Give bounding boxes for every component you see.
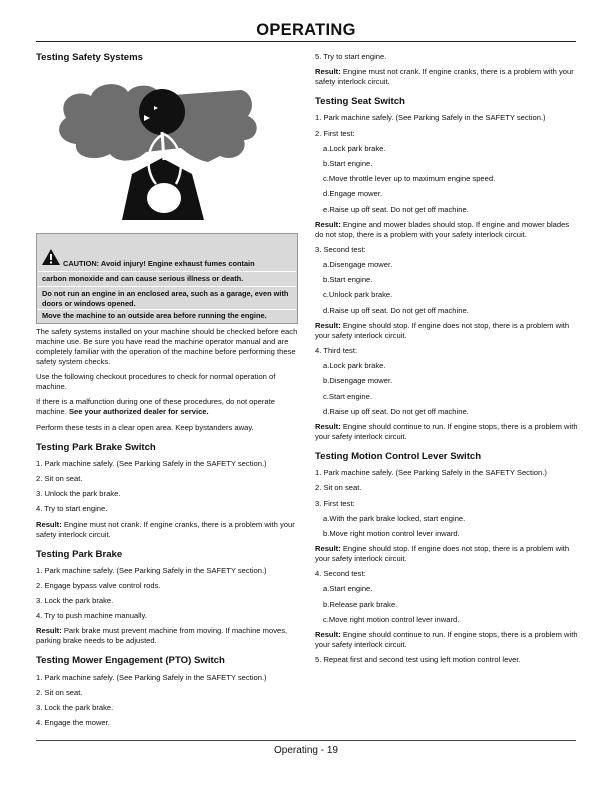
result-text: Result: Engine must not crank. If engine cranks, there is a problem with your safety interlock circuit. <box>315 67 574 87</box>
left-column <box>36 327 300 733</box>
exhaust-hazard-illustration <box>36 70 298 225</box>
section-heading: Testing Park Brake <box>36 548 123 560</box>
result-text: Result: Engine should stop. If engine does not stop, there is a problem with your safety interlock circuit. <box>315 544 570 564</box>
step: 3. Lock the park brake. <box>36 596 114 606</box>
section-heading: Testing Park Brake Switch <box>36 441 156 453</box>
caution-line-4: Move the machine to an outside area before running the engine. <box>42 311 267 320</box>
caution-divider <box>38 286 296 287</box>
intro-paragraph: If there is a malfunction during one of these procedures, do not operate machine. See your authorized dealer for service. <box>36 397 275 417</box>
caution-divider <box>38 271 296 272</box>
step: 3. Lock the park brake. <box>36 703 114 712</box>
step: 4. Try to push machine manually. <box>36 611 147 621</box>
section-heading: Testing Safety Systems <box>36 52 143 63</box>
header-rule <box>36 41 576 42</box>
right-column <box>315 52 579 670</box>
substep: a.With the park brake locked, start engine. <box>323 513 466 523</box>
substep: c.Move right motion control lever inward. <box>323 614 460 624</box>
step: 2. Sit on seat. <box>36 473 83 483</box>
step: 5. Try to start engine. <box>315 52 387 61</box>
result-text: Result: Park brake must prevent machine from moving. If machine moves, parking brake needs to be adjusted. <box>36 626 288 646</box>
result-text: Result: Engine should stop. If engine does not stop, there is a problem with your safety interlock circuit. <box>315 320 570 340</box>
substep: a.Start engine. <box>323 584 373 594</box>
step: 2. Sit on seat. <box>315 483 362 493</box>
caution-line-2: carbon monoxide and can cause serious illness or death. <box>42 274 244 283</box>
intro-paragraph: Use the following checkout procedures to check for normal operation of machine. <box>36 372 276 392</box>
substep: c.Unlock park brake. <box>323 290 393 300</box>
substep: b.Move right motion control lever inward. <box>323 528 460 538</box>
step: 3. Unlock the park brake. <box>36 489 121 499</box>
step: 4. Try to start engine. <box>36 504 108 514</box>
step: 5. Repeat first and second test using left motion control lever. <box>315 655 521 665</box>
substep: d.Raise up off seat. Do not get off machine. <box>323 406 469 416</box>
step: 4. Second test: <box>315 569 366 579</box>
caution-line-1: CAUTION: Avoid injury! Engine exhaust fumes contain <box>63 259 255 268</box>
result-text: Result: Engine and mower blades should stop. If engine and mower blades do not stop, there is a problem with your safety interlock circuit. <box>315 219 570 239</box>
substep: b.Start engine. <box>323 158 373 168</box>
step: 4. Engage the mower. <box>36 718 110 728</box>
head-icon <box>139 89 185 135</box>
substep: a.Disengage mower. <box>323 260 393 270</box>
step: 1. Park machine safely. (See Parking Safely in the SAFETY section.) <box>315 113 546 123</box>
substep: a.Lock park brake. <box>323 361 386 371</box>
result-text: Result: Engine must not crank. If engine cranks, there is a problem with your safety interlock circuit. <box>36 519 295 539</box>
section-heading: Testing Mower Engagement (PTO) Switch <box>36 655 225 667</box>
substep: c.Move throttle lever up to maximum engine speed. <box>323 174 496 184</box>
substep: c.Start engine. <box>323 391 372 401</box>
step: 4. Third test: <box>315 346 358 355</box>
substep: d.Raise up off seat. Do not get off machine. <box>323 305 469 315</box>
step: 3. First test: <box>315 498 355 508</box>
step: 1. Park machine safely. (See Parking Safely in the SAFETY section.) <box>36 565 267 575</box>
step: 1. Park machine safely. (See Parking Safely in the SAFETY section.) <box>36 672 267 682</box>
step: 2. First test: <box>315 128 355 138</box>
substep: e.Raise up off seat. Do not get off machine. <box>323 204 469 214</box>
page-number: Operating - 19 <box>274 745 338 756</box>
substep: b.Release park brake. <box>323 599 398 609</box>
section-heading: Testing Motion Control Lever Switch <box>315 450 482 462</box>
step: 3. Second test: <box>315 244 366 254</box>
substep: a.Lock park brake. <box>323 143 386 153</box>
caution-line-3: Do not run an engine in an enclosed area, such as a garage, even with doors or windows opened. <box>42 289 289 308</box>
step: 2. Engage bypass valve control rods. <box>36 580 161 590</box>
result-text: Result: Engine should continue to run. If engine stops, there is a problem with your safety interlock circuit. <box>315 630 578 649</box>
footer-rule <box>36 740 576 741</box>
substep: d.Engage mower. <box>323 189 383 199</box>
page-title: OPERATING <box>256 21 356 39</box>
left-column-top <box>36 52 300 69</box>
substep: b.Start engine. <box>323 275 373 285</box>
section-heading: Testing Seat Switch <box>315 96 405 108</box>
result-text: Result: Engine should continue to run. If engine stops, there is a problem with your safety interlock circuit. <box>315 421 578 441</box>
caution-box <box>36 233 298 324</box>
intro-paragraph: The safety systems installed on your machine should be checked before each machine use. Be sure you have read the machine operator manual and are completely familiar with the operation of the machine before performing these safety system checks. <box>36 327 298 366</box>
substep: b.Disengage mower. <box>323 376 393 386</box>
intro-paragraph: Perform these tests in a clear open area. Keep bystanders away. <box>36 422 254 432</box>
step: 1. Park machine safely. (See Parking Safely in the SAFETY section.) <box>36 458 267 468</box>
warning-triangle-icon <box>41 248 61 266</box>
caution-divider <box>38 309 296 310</box>
step: 2. Sit on seat. <box>36 687 83 697</box>
step: 1. Park machine safely. (See Parking Safely in the SAFETY Section.) <box>315 468 547 478</box>
